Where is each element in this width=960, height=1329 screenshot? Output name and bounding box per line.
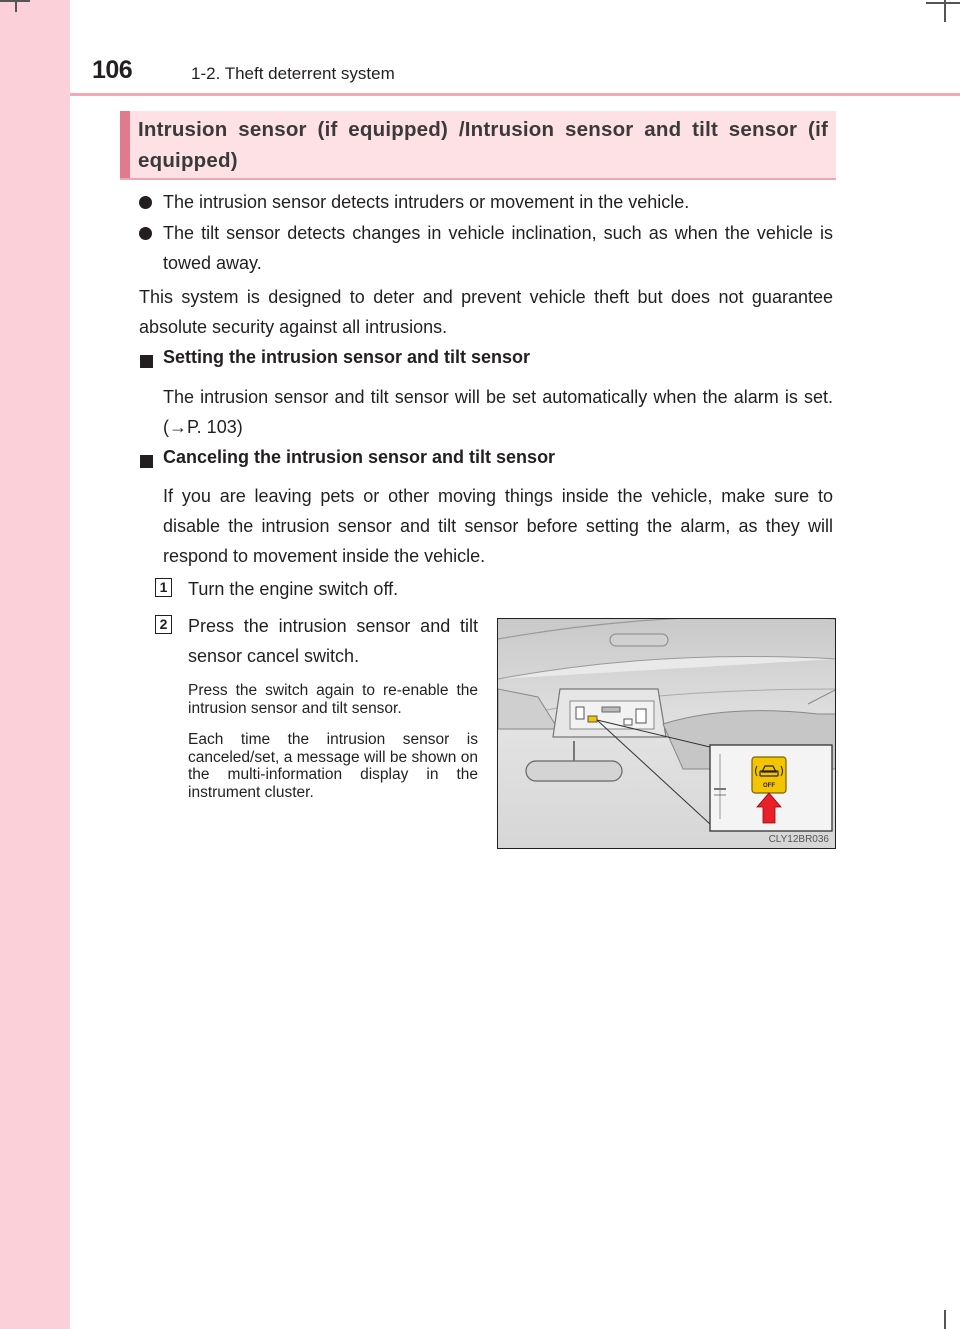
bullet-text: The intrusion sensor detects intruders or movement in the vehicle.	[163, 192, 690, 212]
intro-paragraph: This system is designed to deter and prevent vehicle theft but does not guarantee absolute security against all intrusions.	[139, 287, 833, 337]
step-number-badge: 1	[155, 578, 172, 597]
overhead-console-figure	[497, 618, 836, 849]
side-band	[0, 0, 70, 1329]
overhead-console-illustration	[498, 619, 836, 849]
crop-mark	[944, 1310, 946, 1329]
bullet-icon	[139, 196, 152, 209]
step-number-badge: 2	[155, 615, 172, 634]
step-note: Press the switch again to re-enable the intrusion sensor and tilt sensor.	[188, 682, 478, 717]
step-note: Each time the intrusion sensor is canceled/set, a message will be shown on the multi-information display in the instrument cluster.	[188, 731, 478, 801]
figure-code: CLY12BR036	[768, 834, 829, 845]
step-text: Press the intrusion sensor and tilt sensor cancel switch.	[188, 616, 478, 666]
heading-accent-bar	[120, 111, 130, 178]
header-rule	[70, 93, 960, 96]
topic-heading	[120, 111, 836, 180]
page-number: 106	[92, 56, 133, 84]
section-body: If you are leaving pets or other moving things inside the vehicle, make sure to disable the intrusion sensor and tilt sensor before setting the alarm, as they will respond to movement inside the vehicle.	[163, 486, 833, 566]
section-heading: Canceling the intrusion sensor and tilt sensor	[163, 447, 556, 467]
topic-heading-text: Intrusion sensor (if equipped) /Intrusion sensor and tilt sensor (if equipped)	[138, 118, 828, 172]
step-text: Turn the engine switch off.	[188, 579, 399, 599]
section-body: The intrusion sensor and tilt sensor will be set automatically when the alarm is set. (→P. 103)	[163, 387, 833, 437]
bullet-text: The tilt sensor detects changes in vehicle inclination, such as when the vehicle is towed away.	[163, 223, 833, 273]
page-header	[0, 0, 960, 95]
bullet-icon	[139, 227, 152, 240]
section-marker-icon	[140, 355, 153, 368]
section-title: 1-2. Theft deterrent system	[191, 64, 395, 83]
section-heading: Setting the intrusion sensor and tilt sensor	[163, 347, 531, 367]
switch-off-label: OFF	[763, 783, 775, 789]
section-marker-icon	[140, 455, 153, 468]
